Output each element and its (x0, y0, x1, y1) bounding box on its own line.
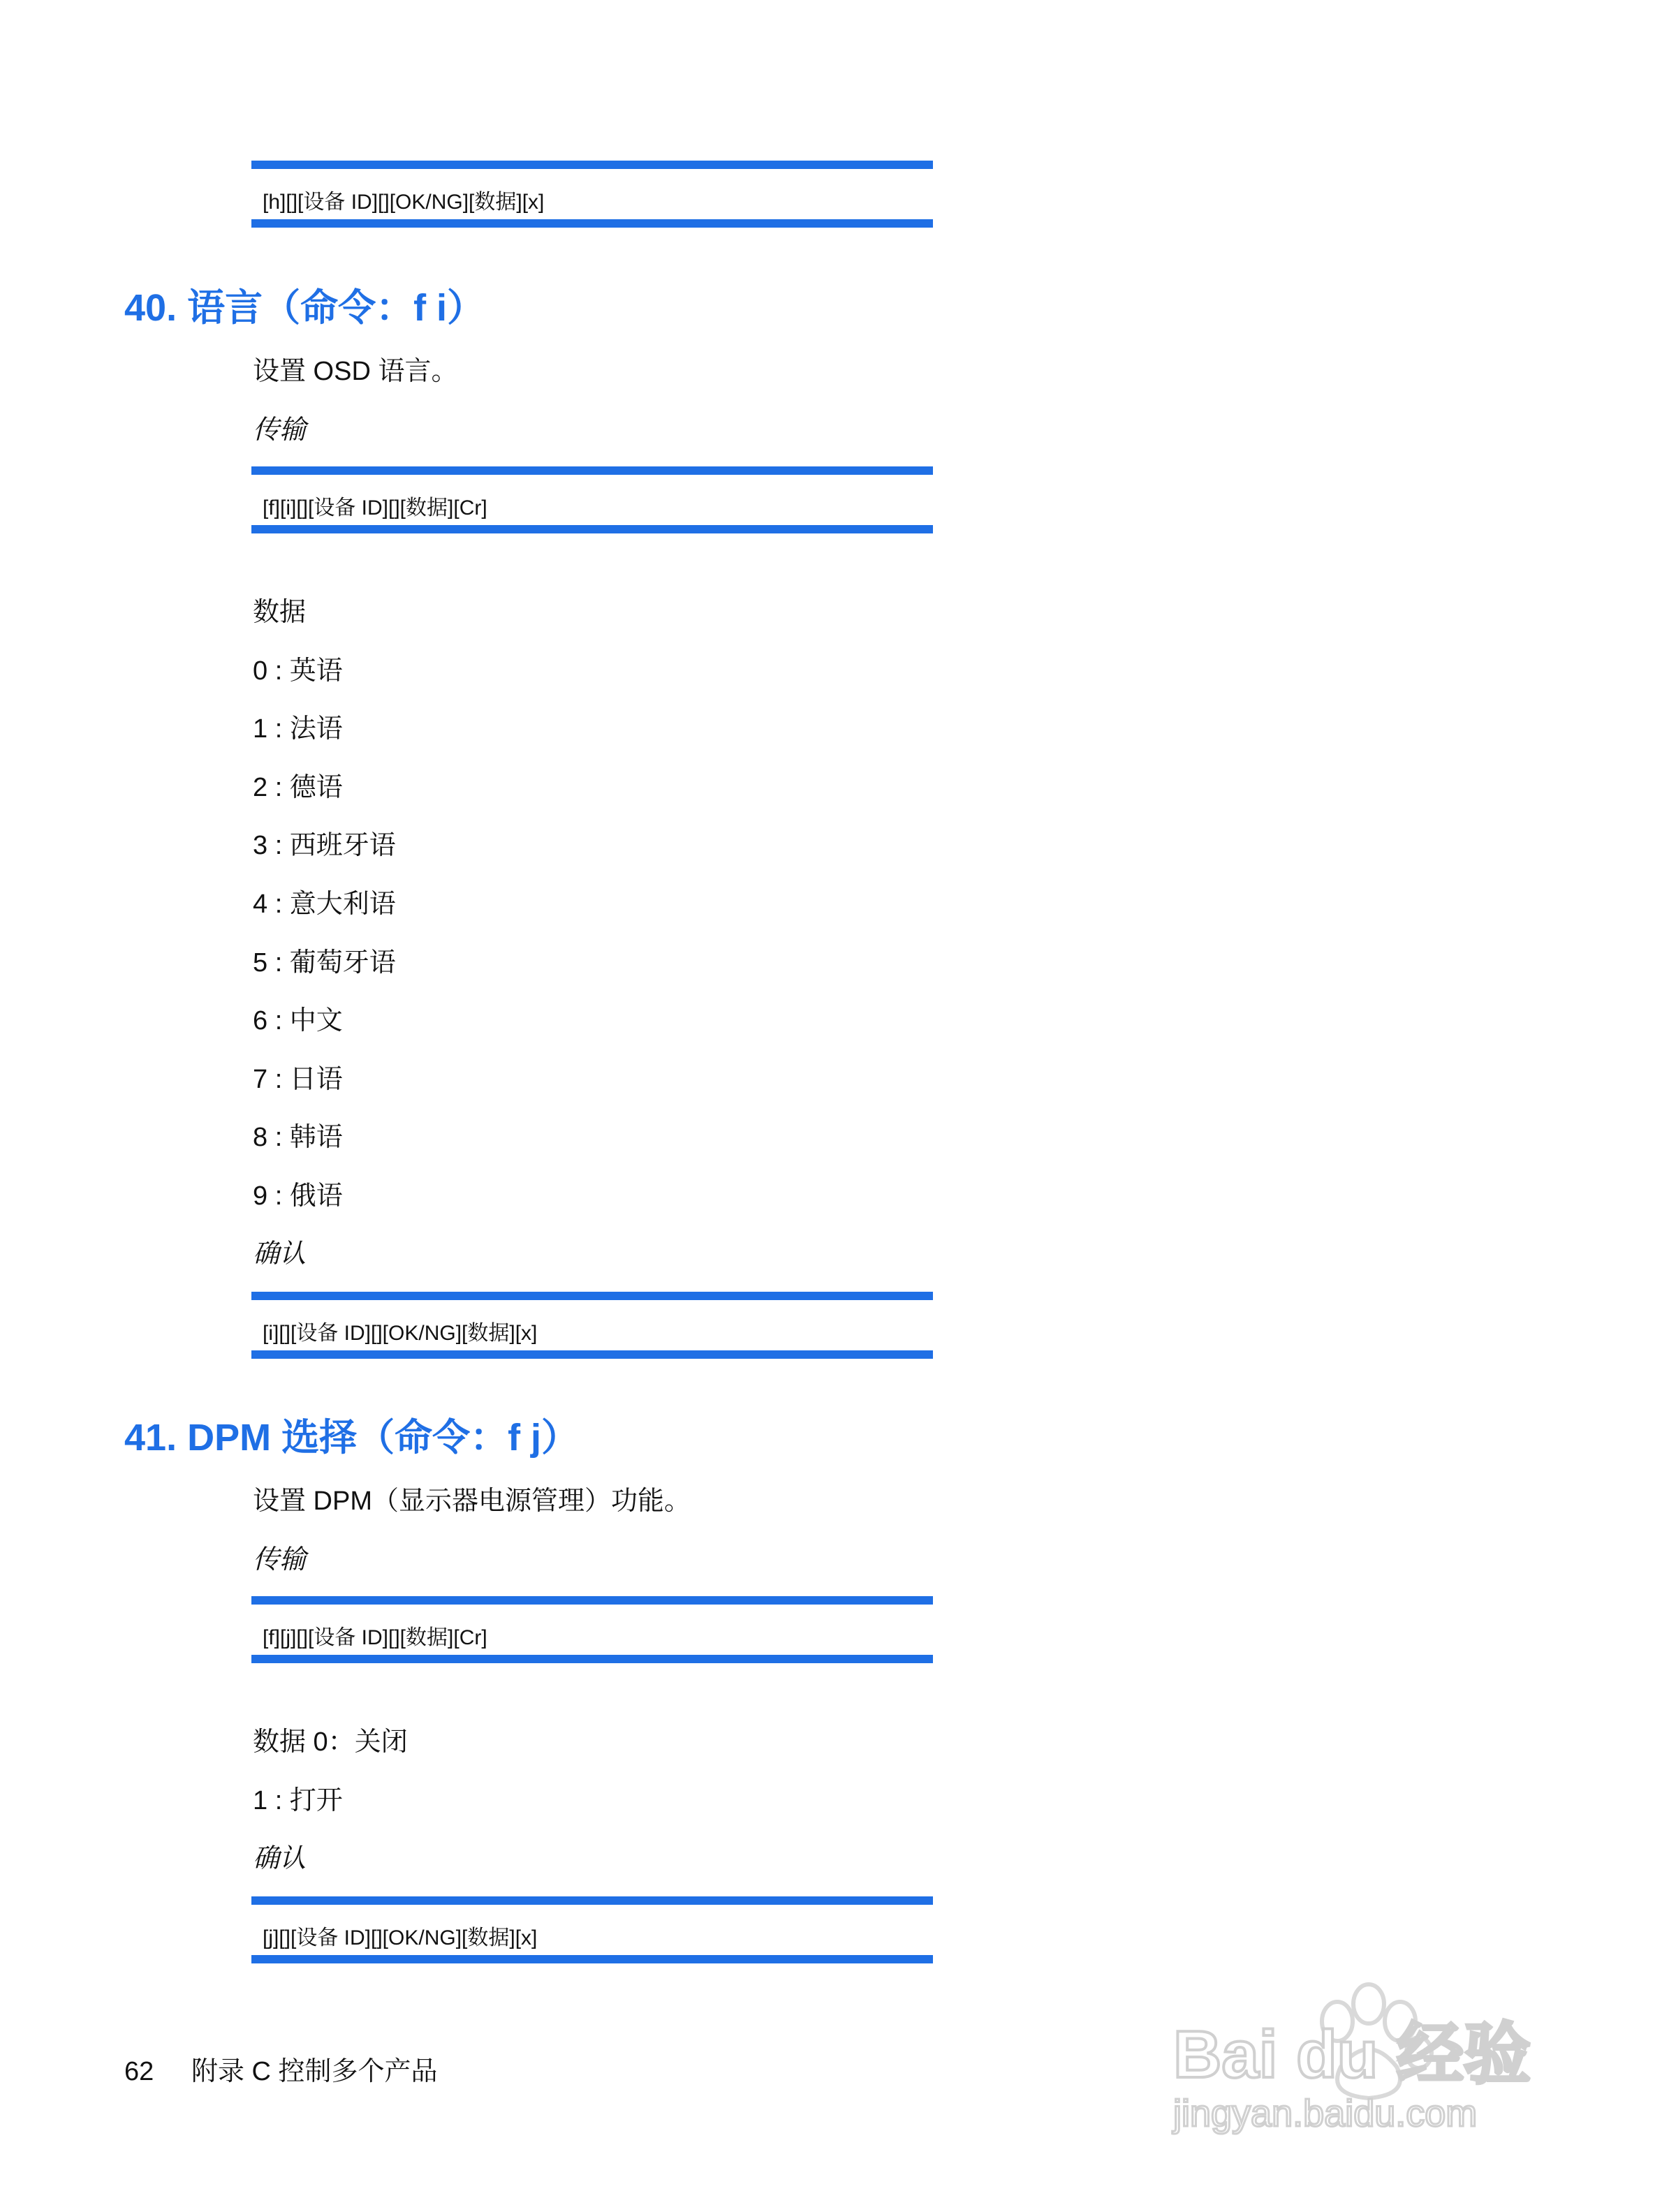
section-40-data-label: 数据 (253, 598, 307, 627)
section-40-ack-label: 确认 (253, 1239, 307, 1269)
section-40-ack-box (251, 1292, 933, 1359)
prev-ack-code-box (251, 161, 933, 228)
section-41-transmit-code: [f][j][][设备 ID][][数据][Cr] (263, 1626, 487, 1649)
watermark-url: jingyan.baidu.com (1173, 2093, 1478, 2134)
page-number: 62 (124, 2057, 154, 2086)
section-40-transmit-box (251, 466, 933, 533)
section-41-transmit-box (251, 1596, 933, 1663)
language-option: 4 : 意大利语 (253, 890, 396, 919)
section-40-ack-code: [i][][设备 ID][][OK/NG][数据][x] (263, 1322, 538, 1345)
section-40-transmit-label: 传输 (253, 415, 307, 445)
language-option: 0 : 英语 (253, 656, 343, 686)
baidu-paw-logo-icon (1159, 1934, 1564, 2137)
section-40-description: 设置 OSD 语言。 (253, 357, 458, 386)
section-41-transmit-label: 传输 (253, 1545, 307, 1575)
chapter-title: 附录 C 控制多个产品 (191, 2057, 438, 2086)
language-option: 8 : 韩语 (253, 1123, 343, 1152)
section-41-ack-label: 确认 (253, 1844, 307, 1873)
language-option: 7 : 日语 (253, 1065, 343, 1094)
baidu-watermark (1159, 1934, 1564, 2137)
language-option: 6 : 中文 (253, 1006, 343, 1035)
section-41-heading: 41. DPM 选择（命令：f j） (124, 1417, 580, 1459)
language-option: 9 : 俄语 (253, 1181, 343, 1211)
section-41-description: 设置 DPM（显示器电源管理）功能。 (253, 1487, 691, 1516)
language-option: 5 : 葡萄牙语 (253, 948, 396, 978)
language-option: 3 : 西班牙语 (253, 831, 396, 860)
section-40-transmit-code: [f][i][][设备 ID][][数据][Cr] (263, 496, 487, 519)
watermark-brand: Bai du 经验 (1173, 2017, 1531, 2092)
language-option: 2 : 德语 (253, 773, 343, 802)
dpm-option: 1 : 打开 (253, 1786, 343, 1815)
section-41-data-line: 数据 0：关闭 (253, 1727, 408, 1757)
language-option: 1 : 法语 (253, 714, 343, 744)
section-41-ack-box (251, 1896, 933, 1963)
prev-ack-code: [h][][设备 ID][][OK/NG][数据][x] (263, 191, 545, 214)
section-41-ack-code: [j][][设备 ID][][OK/NG][数据][x] (263, 1926, 538, 1949)
section-40-heading: 40. 语言（命令：f i） (124, 287, 485, 329)
